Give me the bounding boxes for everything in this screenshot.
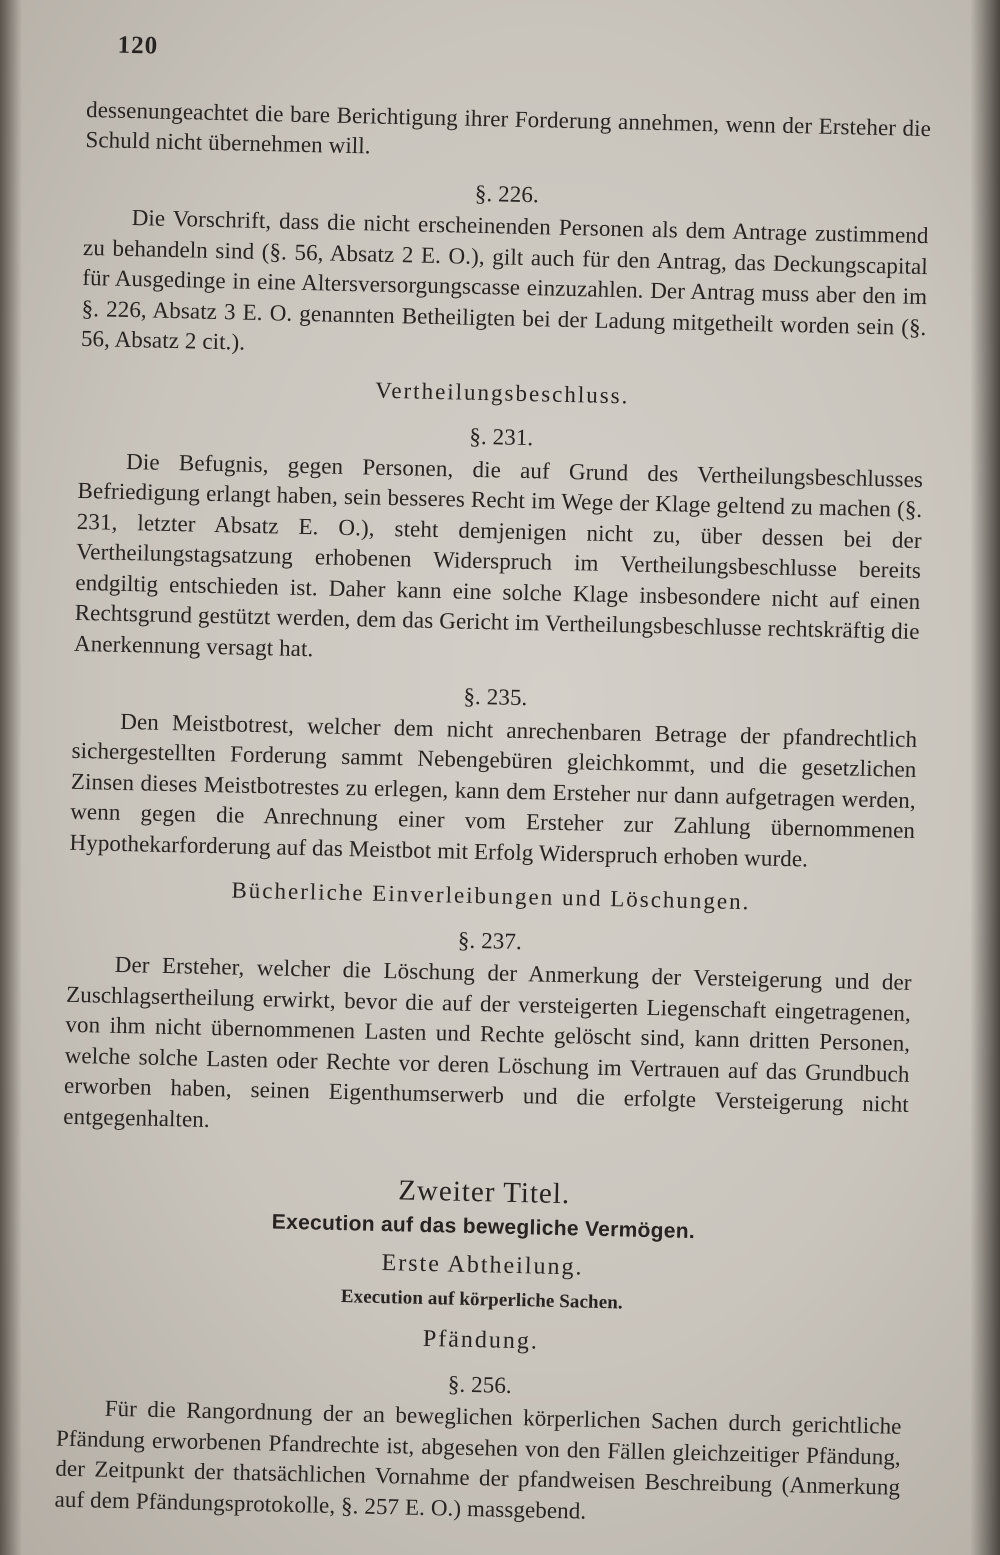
paragraph-text-235: Den Meistbotrest, welcher dem nicht anrechenbaren Betrage der pfandrechtlich sichergestellten Forderung sammt Nebengebüren gleichkommt, und die gesetzlichen Zinsen dieses Meistbotrestes zu erlegen, kann dem Ersteher nur dann aufgetragen werden, wenn gegen die Anrechnung einer vom Ersteher zur Zahlung übernommenen Hypothekarforderung auf das Meistbot mit Erfolg Widerspruch erhoben wurde. [69,708,918,872]
paragraph-text-226: Die Vorschrift, dass die nicht erscheinenden Personen als dem Antrage zustimmend zu behandeln sind (§. 56, Absatz 2 E. O.), gilt auch für den Antrag, das Deckungscapital für Ausgedinge in eine Altersversorgungscasse einzuzahlen. Der Antrag muss aber den im §. 226, Absatz 3 E. O. genannten Betheiligten bei der Ladung mitgetheilt worden sein (§. 56, Absatz 2 cit.). [80,205,929,355]
paragraph-heading-231: §. 231. [469,423,534,451]
paragraph-text-231: Die Befugnis, gegen Personen, die auf Grund des Vertheilungsbeschlusses Befriedigung erlangt haben, sein besseres Recht im Wege der Klage geltend zu machen (§. 231, letzter Absatz E. O.), steht demjenigen nicht zu, über dessen bei der Vertheilungstagsatzung erhobenen Widerspruch im Vertheilungsbeschlusse bereits endgiltig entschieden ist. Daher kann eine solche Klage insbesondere nicht auf einen Rechtsgrund gestützt werden, dem das Gericht im Vertheilungsbeschlusse rechtskräftig die Anerkennung versagt hat. [73,448,924,661]
page-content [54,30,932,1534]
paragraph-heading-235: §. 235. [463,683,528,711]
subtitle-erste-abtheilung: Erste Abtheilung. [381,1249,584,1281]
paragraph-heading-256: §. 256. [447,1371,513,1398]
paragraph-heading-237: §. 237. [457,927,523,954]
paragraph-text-256: Für die Rangordnung der an beweglichen körperlichen Sachen durch gerichtliche Pfändung erworbenen Pfandrechte ist, abgesehen von den Fällen gleichzeitiger Pfändung, der Zeitpunkt der thatsächlichen Vornahme der pfandweisen Beschreibung (Anmerkung auf dem Pfändungsprotokolle, §. 257 E. O.) massgebend. [54,1395,902,1524]
section-heading-pfaendung: Pfändung. [422,1325,540,1355]
subtitle-bold-koerperliche-sachen: Execution auf körperliche Sachen. [340,1285,623,1313]
continuation-paragraph: dessenungeachtet die bare Berichtigung ihrer Forderung annehmen, wenn der Ersteher die Schuld nicht übernehmen will. [85,96,932,159]
page-number: 120 [117,31,159,60]
paragraph-text-237: Der Ersteher, welcher die Löschung der Anmerkung der Versteigerung und der Zuschlagsertheilung erwirkt, bevor die auf der versteigerten Liegenschaft eingetragenen, von ihm nicht übernommenen Lasten und Rechte gelöscht sind, kann dritten Personen, welche solche Lasten oder Rechte vor deren Löschung im Vertrauen auf das Grundbuch erworben haben, seinen Eigenthumserwerb und die erfolgte Versteigerung nicht entgegenhalten. [63,951,912,1132]
section-heading-vertheilungsbeschluss: Vertheilungsbeschluss. [375,377,630,408]
paragraph-heading-226: §. 226. [474,180,540,207]
title-bold-execution-bewegliche: Execution auf das bewegliche Vermögen. [271,1209,696,1243]
section-heading-einverleibungen: Bücherliche Einverleibungen und Löschungen. [231,877,751,915]
title-zweiter-titel: Zweiter Titel. [397,1174,571,1211]
